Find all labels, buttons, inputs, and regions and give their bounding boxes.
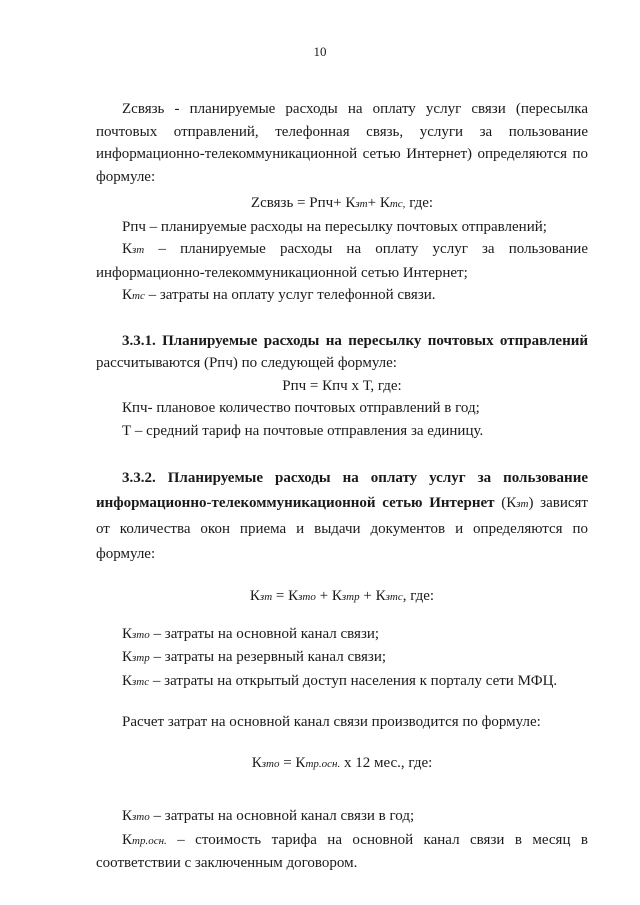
formula-rpch: Рпч = Кпч х Т, где: [282,377,402,394]
definition-kts: Ктс – затраты на оплату услуг телефонной связи. [122,287,436,303]
paragraph-main-channel: Расчет затрат на основной канал связи производится по формуле: [122,714,541,730]
section-3-3-2: 3.3.2. Планируемые расходы на оплату услуг за пользование информационно-телекоммуникационной сетью Интернет (Кзт) зависят от количества окон приема и выдачи документов и определяются по формуле: [96,470,588,562]
section-3-3-1: 3.3.1. Планируемые расходы на пересылку почтовых отправлений рассчитываются (Рпч) по следующей формуле: [96,332,588,371]
definition-kpch: Кпч- плановое количество почтовых отправлений в год; [122,400,480,416]
definition-kzto: Кзто – затраты на основной канал связи; [122,625,380,642]
definition-kzto-year: Кзто – затраты на основной канал связи в год; [122,808,415,824]
formula-kzto: Кзто = Ктр.осн. х 12 мес., где: [251,754,433,771]
section-heading: 3.3.1. Планируемые расходы на пересылку почтовых отправлений [122,332,588,349]
definition-ktr-osn: Ктр.осн. – стоимость тарифа на основной канал связи в месяц в соответствии с заключенным договором. [96,831,588,871]
definition-kzts: Кзтс – затраты на открытый доступ населения к порталу сети МФЦ. [122,672,558,689]
formula-kzt: Кзт = Кзто + Кзтр + Кзтс, где: [249,588,435,604]
definition-kzt: Кзт – планируемые расходы на оплату услуг за пользование информационно-телекоммуникационной сетью Интернет; [96,241,588,281]
definition-t: Т – средний тариф на почтовые отправления за единицу. [122,422,484,439]
definition-rpch: Рпч – планируемые расходы на пересылку почтовых отправлений; [122,218,547,235]
page-number: 10 [313,44,327,59]
section-heading: 3.3.2. Планируемые расходы на оплату услуг за пользование информационно-телекоммуникационной сетью Интернет [96,470,588,511]
paragraph-intro: Zсвязь - планируемые расходы на оплату услуг связи (пересылка почтовых отправлений, телефонная связь, услуги за пользование информационно-телекоммуникационной сетью Интернет) определяются по формуле: [96,101,588,185]
formula-zsvyaz: Zсвязь = Рпч+ Кзт+ Ктс, где: [250,195,434,211]
definition-kztr: Кзтр – затраты на резервный канал связи; [122,649,387,665]
document-body [96,98,588,875]
